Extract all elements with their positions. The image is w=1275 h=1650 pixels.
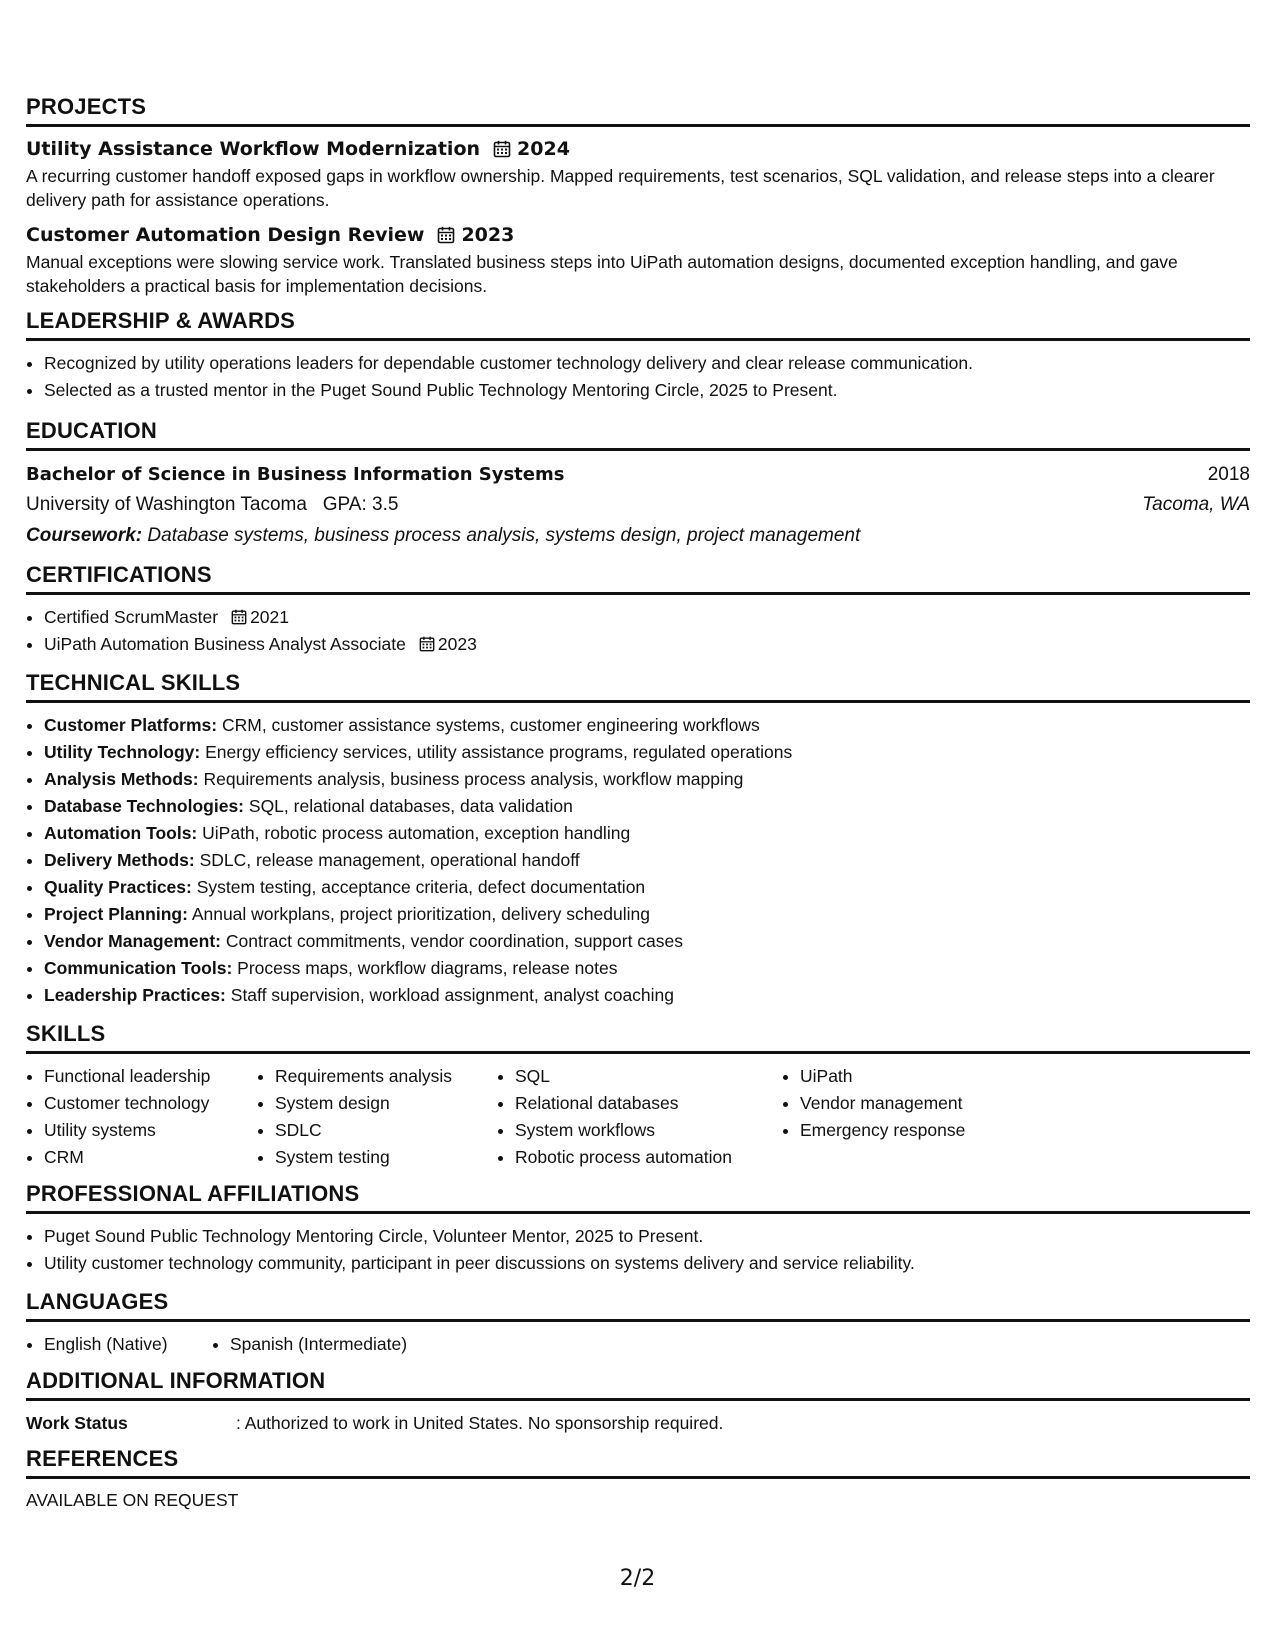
project-header [26, 136, 1250, 162]
list-item [44, 982, 1250, 1009]
skill-label: Quality Practices: [44, 877, 192, 897]
school-location: Tacoma, WA [1142, 494, 1250, 515]
list-item: • Selected as a trusted mentor in the Puget Sound Public Technology Mentoring Circle, 2025 to Present. [44, 377, 1250, 404]
skill-value: Annual workplans, project prioritization, delivery scheduling [191, 904, 650, 924]
skills-column [782, 1063, 1050, 1171]
list-item: • Customer technology [44, 1090, 257, 1117]
calendar-icon [419, 636, 435, 652]
certifications-section [26, 562, 1250, 658]
section-title-references: REFERENCES [26, 1446, 1250, 1479]
skill-label: Analysis Methods: [44, 769, 199, 789]
technical-skills-list [26, 712, 1250, 1009]
list-item [44, 712, 1250, 739]
list-item [44, 901, 1250, 928]
section-title-skills: SKILLS [26, 1021, 1250, 1054]
leadership-list [26, 350, 1250, 404]
skills-section [26, 1021, 1250, 1171]
degree: Bachelor of Science in Business Information Systems [26, 464, 565, 485]
list-item: • System workflows [515, 1117, 782, 1144]
additional-info-section [26, 1368, 1250, 1436]
list-item: • Utility customer technology community, participant in peer discussions on systems delivery and service reliability. [44, 1250, 1250, 1277]
resume-page [26, 94, 1250, 1522]
project-header [26, 222, 1250, 248]
project-item [26, 136, 1250, 212]
list-item: • SQL [515, 1063, 782, 1090]
skill-label: Customer Platforms: [44, 715, 218, 735]
skills-grid [26, 1063, 1250, 1171]
languages-column [26, 1331, 212, 1358]
page-number: 2/2 [619, 1566, 656, 1591]
calendar-icon [493, 140, 511, 158]
skill-label: Database Technologies: [44, 796, 245, 816]
list-item [44, 631, 1250, 658]
list-item [44, 820, 1250, 847]
references-section [26, 1446, 1250, 1512]
skill-value: SDLC, release management, operational handoff [199, 850, 580, 870]
skill-label: Communication Tools: [44, 958, 233, 978]
work-status-label: Work Status [26, 1413, 128, 1433]
list-item: • Vendor management [800, 1090, 1050, 1117]
list-item: • Spanish (Intermediate) [230, 1331, 407, 1358]
project-year: 2023 [461, 224, 515, 246]
project-name: Customer Automation Design Review [26, 224, 425, 246]
school-name: University of Washington Tacoma [26, 494, 307, 515]
list-item: • System testing [275, 1144, 497, 1171]
calendar-icon [437, 226, 455, 244]
graduation-year: 2018 [1207, 464, 1250, 485]
coursework [26, 520, 1250, 552]
languages-row [26, 1331, 1250, 1358]
list-item: • Functional leadership [44, 1063, 257, 1090]
list-item [44, 739, 1250, 766]
skill-value: CRM, customer assistance systems, customer engineering workflows [221, 715, 760, 735]
list-item [44, 766, 1250, 793]
skill-label: Leadership Practices: [44, 985, 226, 1005]
skill-label: Delivery Methods: [44, 850, 195, 870]
skill-value: Requirements analysis, business process analysis, workflow mapping [203, 769, 744, 789]
list-item [44, 928, 1250, 955]
references-text: AVAILABLE ON REQUEST [26, 1490, 239, 1510]
section-title-certifications: CERTIFICATIONS [26, 562, 1250, 595]
list-item: • System design [275, 1090, 497, 1117]
education-school-row [26, 490, 1250, 520]
calendar-icon [231, 609, 247, 625]
section-title-technical-skills: TECHNICAL SKILLS [26, 670, 1250, 703]
list-item: • CRM [44, 1144, 257, 1171]
list-item: • Utility systems [44, 1117, 257, 1144]
list-item: • UiPath [800, 1063, 1050, 1090]
technical-skills-section [26, 670, 1250, 1009]
gpa: GPA: 3.5 [322, 494, 399, 515]
skill-value: Energy efficiency services, utility assistance programs, regulated operations [205, 742, 793, 762]
list-item [44, 604, 1250, 631]
skill-value: Contract commitments, vendor coordination, support cases [225, 931, 684, 951]
work-status-row [26, 1410, 1250, 1436]
section-title-leadership: LEADERSHIP & AWARDS [26, 308, 1250, 341]
list-item: • Emergency response [800, 1117, 1050, 1144]
skill-value: System testing, acceptance criteria, defect documentation [196, 877, 646, 897]
leadership-section [26, 308, 1250, 404]
project-description: A recurring customer handoff exposed gaps in workflow ownership. Mapped requirements, test scenarios, SQL validation, and release steps into a clearer delivery path for assistance operations. [26, 166, 1215, 210]
certification-year: 2023 [437, 634, 477, 654]
affiliations-list [26, 1223, 1250, 1277]
list-item: • English (Native) [44, 1331, 212, 1358]
skill-label: Utility Technology: [44, 742, 201, 762]
list-item: • Recognized by utility operations leaders for dependable customer technology delivery and clear release communication. [44, 350, 1250, 377]
certification-name: UiPath Automation Business Analyst Associate [44, 634, 406, 654]
project-name: Utility Assistance Workflow Modernization [26, 138, 481, 160]
education-section [26, 418, 1250, 552]
section-title-projects: PROJECTS [26, 94, 1250, 127]
certification-name: Certified ScrumMaster [44, 607, 219, 627]
list-item [44, 955, 1250, 982]
section-title-languages: LANGUAGES [26, 1289, 1250, 1322]
skills-column [26, 1063, 257, 1171]
list-item: • SDLC [275, 1117, 497, 1144]
skill-label: Vendor Management: [44, 931, 221, 951]
skill-label: Project Planning: [44, 904, 188, 924]
project-item [26, 222, 1250, 298]
list-item: • Puget Sound Public Technology Mentoring Circle, Volunteer Mentor, 2025 to Present. [44, 1223, 1250, 1250]
section-title-additional-info: ADDITIONAL INFORMATION [26, 1368, 1250, 1401]
list-item: • Robotic process automation [515, 1144, 782, 1171]
skill-value: Process maps, workflow diagrams, release notes [237, 958, 618, 978]
coursework-label: Coursework: [26, 525, 143, 546]
project-year: 2024 [517, 138, 570, 160]
skills-column [257, 1063, 497, 1171]
project-description: Manual exceptions were slowing service work. Translated business steps into UiPath automation designs, documented exception handling, and gave stakeholders a practical basis for implementation decisions. [26, 252, 1178, 296]
affiliations-section [26, 1181, 1250, 1277]
skill-value: SQL, relational databases, data validation [248, 796, 573, 816]
skill-value: UiPath, robotic process automation, exception handling [202, 823, 631, 843]
school-line [26, 490, 398, 520]
section-title-education: EDUCATION [26, 418, 1250, 451]
list-item [44, 847, 1250, 874]
list-item [44, 793, 1250, 820]
list-item: • Relational databases [515, 1090, 782, 1117]
education-degree-row [26, 460, 1250, 490]
section-title-affiliations: PROFESSIONAL AFFILIATIONS [26, 1181, 1250, 1214]
languages-section [26, 1289, 1250, 1358]
work-status-value: : Authorized to work in United States. No sponsorship required. [236, 1413, 724, 1433]
certifications-list [26, 604, 1250, 658]
skill-value: Staff supervision, workload assignment, analyst coaching [230, 985, 675, 1005]
skills-column [497, 1063, 782, 1171]
list-item: • Requirements analysis [275, 1063, 497, 1090]
coursework-value: Database systems, business process analysis, systems design, project management [147, 525, 861, 546]
projects-section [26, 94, 1250, 298]
languages-column [212, 1331, 407, 1358]
skill-label: Automation Tools: [44, 823, 198, 843]
list-item [44, 874, 1250, 901]
certification-year: 2021 [250, 607, 290, 627]
